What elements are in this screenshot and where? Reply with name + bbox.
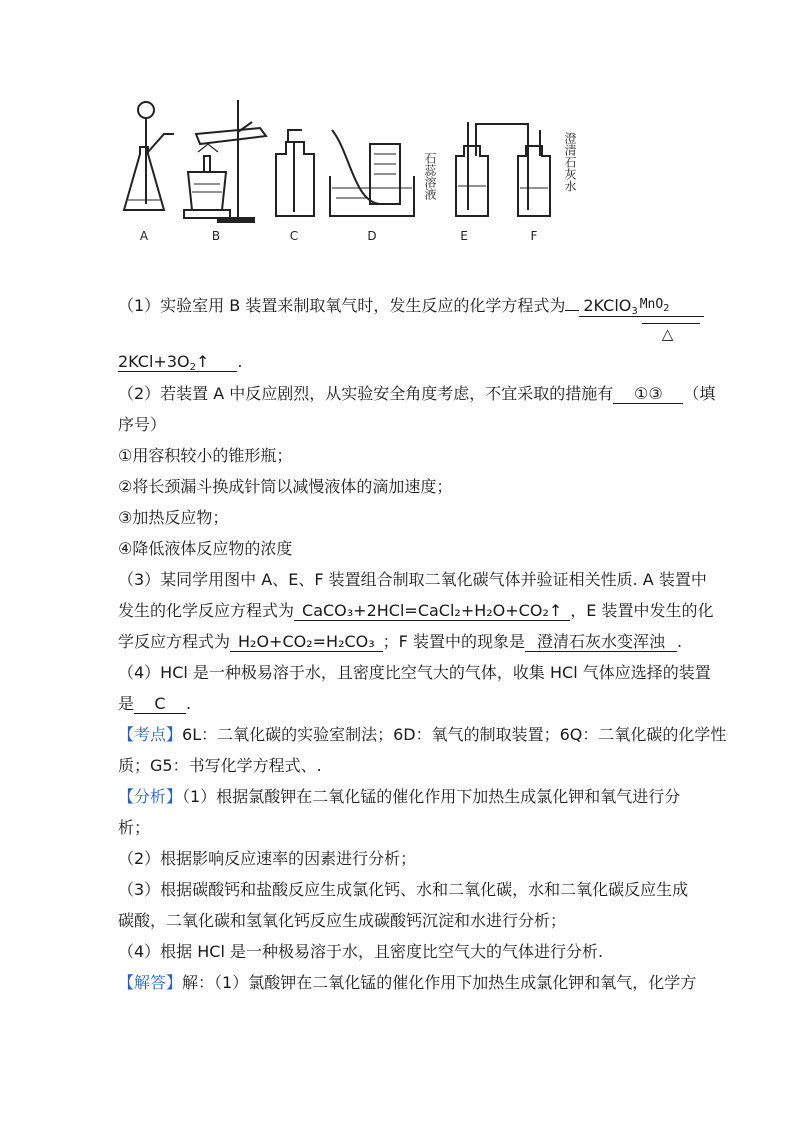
q3-line1: （3）某同学用图中 A、E、F 装置组合制取二氧化碳气体并验证相关性质. A 装置中: [118, 570, 707, 589]
label-chengqing: 澄清石灰水: [563, 132, 577, 192]
label-shirui: 石蕊溶液: [423, 152, 437, 200]
apparatus-b: [184, 100, 266, 222]
q4-line1: （4）HCl 是一种极易溶于水，且密度比空气大的气体，收集 HCl 气体应选择的装置: [118, 663, 711, 682]
q3-line2: 发生的化学反应方程式为 CaCO₃+2HCl=CaCl₂+H₂O+CO₂↑ ，E 装置中发生的化: [118, 601, 714, 620]
apparatus-a: [124, 102, 174, 210]
q2-line1: （2）若装置 A 中反应剧烈，从实验安全角度考虑，不宜采取的措施有 ①③ （填: [118, 384, 716, 403]
kaodian-line1: 【考点】6L：二氧化碳的实验室制法；6D：氧气的制取装置；6Q：二氧化碳的化学性: [118, 725, 727, 744]
label-c: C: [289, 229, 299, 243]
q2-option-1: ①用容积较小的锥形瓶；: [118, 446, 293, 465]
label-e: E: [460, 229, 468, 243]
kaodian-tag: 【考点】: [118, 725, 183, 744]
fenxi-tag: 【分析】: [118, 787, 183, 806]
q3-line3: 学反应方程式为 H₂O+CO₂=H₂CO₃ ；F 装置中的现象是 澄清石灰水变浑浊 .: [118, 632, 683, 651]
jieda-tag: 【解答】: [118, 973, 183, 992]
q2-line2: 序号）: [118, 415, 167, 434]
q1-line2: $2KCl+3O_2↑$ .: [118, 352, 243, 373]
fenxi-line3: （2）根据影响反应速率的因素进行分析；: [118, 849, 417, 868]
fenxi-line4: （3）根据碳酸钙和盐酸反应生成氯化钙、水和二氧化碳，水和二氧化碳反应生成: [118, 880, 689, 899]
kaodian-line2: 质；G5：书写化学方程式、.: [118, 756, 322, 775]
q2-option-2: ②将长颈漏斗换成针筒以减慢液体的滴加速度；: [118, 477, 453, 496]
apparatus-d: [330, 130, 414, 216]
q2-answer: ①③: [613, 385, 683, 404]
q1-line1: （1）实验室用 B 装置来制取氧气时，发生反应的化学方程式为 2KClO$_3$ MnO$_2$ △: [118, 296, 704, 317]
apparatus-figure: [118, 92, 588, 252]
q2-option-4: ④降低液体反应物的浓度: [118, 539, 293, 558]
q2-option-3: ③加热反应物；: [118, 508, 229, 527]
apparatus-f: [518, 130, 550, 216]
fenxi-line2: 析；: [118, 818, 151, 837]
fenxi-line6: （4）根据 HCl 是一种极易溶于水，且密度比空气大的气体进行分析.: [118, 942, 604, 961]
q3-equation-e: H₂O+CO₂=H₂CO₃: [230, 633, 383, 652]
q3-phenomenon: 澄清石灰水变浑浊: [525, 633, 677, 652]
label-a: A: [139, 229, 149, 243]
q1-equation-left: 2KClO$_3$ MnO$_2$ △: [579, 296, 703, 317]
q3-equation-a: CaCO₃+2HCl=CaCl₂+H₂O+CO₂↑: [294, 602, 570, 621]
q4-line2: 是 C .: [118, 694, 192, 713]
label-d: D: [367, 229, 377, 243]
label-f: F: [530, 229, 538, 243]
fenxi-line1: 【分析】（1）根据氯酸钾在二氧化锰的催化作用下加热生成氯化钾和氧气进行分: [118, 787, 681, 806]
apparatus-c: [276, 130, 314, 216]
jieda-line1: 【解答】解：（1）氯酸钾在二氧化锰的催化作用下加热生成氯化钾和氧气，化学方: [118, 973, 697, 992]
q4-answer: C: [134, 695, 186, 714]
label-b: B: [211, 229, 221, 243]
fenxi-line5: 碳酸，二氧化碳和氢氧化钙反应生成碳酸钙沉淀和水进行分析；: [118, 911, 567, 930]
